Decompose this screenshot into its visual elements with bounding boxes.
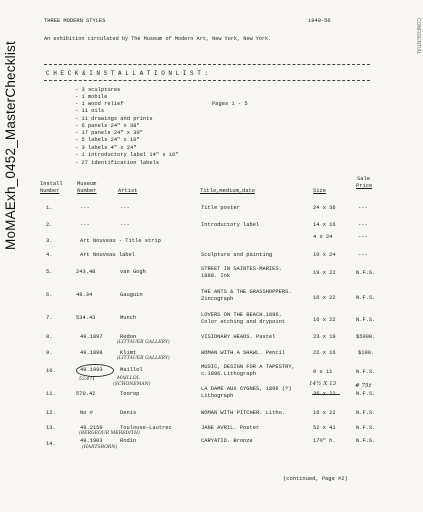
sale-price: --- — [358, 234, 368, 240]
title-line-1: LOVERS ON THE BEACH.1896. — [201, 312, 282, 318]
summary-item: - 11 drawings and prints — [75, 116, 153, 122]
artist: Art Nouveau label — [80, 252, 135, 258]
col-artist: Artist — [118, 188, 138, 194]
size: 23 x 19 — [313, 334, 336, 340]
row-number: 2. — [46, 222, 53, 228]
artist: Rodin — [120, 438, 137, 444]
check-list-heading: C H E C K & I N S T A L L A T I O N L I S T : — [46, 70, 209, 77]
museum-number: 49.1898 — [80, 350, 103, 356]
summary-item: - 3 sculptures — [75, 87, 121, 93]
size: 36 x 22 — [313, 391, 336, 397]
size: 52 x 41 — [313, 425, 336, 431]
sale-price: $5000. — [356, 334, 376, 340]
col-sale-2: Price — [356, 183, 373, 189]
exhibition-title: THREE MODERN STYLES — [44, 18, 106, 24]
row-number: 11. — [46, 391, 56, 397]
col-install-1: Install — [40, 181, 63, 187]
summary-item: - 1 mobile — [75, 94, 108, 100]
divider-heading — [44, 80, 370, 81]
artist: Denis — [120, 410, 137, 416]
title: JANE AVRIL. Poster — [201, 425, 260, 431]
annotation-maillol-note: (SCHONEMAN) — [113, 382, 151, 387]
artist: --- — [120, 222, 130, 228]
title-line-2: Color etching and drypoint — [201, 319, 286, 325]
artist: Redon — [120, 334, 137, 340]
row-number: 10. — [46, 368, 56, 374]
museum-number: 534.43 — [76, 315, 96, 321]
museum-number: --- — [80, 222, 90, 228]
row-number: 9. — [46, 350, 53, 356]
size: 16 x 22 — [313, 295, 336, 301]
col-size: Size — [313, 188, 326, 194]
annotation-lautrec: (BERGEOUR MEREDITH) — [79, 431, 140, 436]
title: Introductory label — [201, 222, 260, 228]
row-number: 5. — [46, 269, 53, 275]
summary-item: - 5 labels 24" x 10" — [75, 137, 140, 143]
size: 14 x 16 — [313, 222, 336, 228]
annotation-toorop-size: 14½ X 13 — [309, 381, 337, 387]
row-number: 13. — [46, 425, 56, 431]
exhibition-subtitle: An exhibition circulated by The Museum of Modern Art, New York, New York. — [44, 36, 272, 42]
museum-number: 48.34 — [76, 292, 93, 298]
size: 9 x 11 — [313, 369, 333, 375]
title-line-2: Lithograph — [201, 393, 234, 399]
summary-item: - 27 identification labels — [75, 160, 160, 166]
summary-item: - 6 panels 24" x 38" — [75, 123, 140, 129]
sale-price: $100. — [358, 350, 375, 356]
summary-item: - 11 oils — [75, 108, 105, 114]
artist: van Gogh — [120, 269, 146, 275]
title-line-1: STREET IN SAINTES-MARIES. — [201, 266, 282, 272]
title-line-1: MUSIC, DESIGN FOR A TAPESTRY, — [201, 364, 295, 370]
right-stamp: CONFIDENTIAL — [415, 18, 421, 55]
annotation-redon: (LITTAUER GALLERY) — [117, 340, 170, 345]
summary-item: - 1 introductory label 14" x 16" — [75, 152, 179, 158]
summary-item: - 1 wood relief — [75, 101, 124, 107]
museum-number: No # — [80, 410, 93, 416]
museum-number: 49.1903 — [80, 438, 103, 444]
artist: Gauguin — [120, 292, 143, 298]
sale-price: N.F.S. — [356, 425, 376, 431]
title: WOMAN WITH A SHAWL. Pencil — [201, 350, 286, 356]
sale-price: --- — [358, 205, 368, 211]
artist: Toorop — [120, 391, 140, 397]
title: WOMAN WITH PITCHER. Litho. — [201, 410, 286, 416]
size: 16 x 22 — [313, 410, 336, 416]
annotation-rodin: (HARTSBORN) — [82, 445, 118, 450]
title-line-2: 1888. Ink — [201, 273, 231, 279]
title-line-1: LA DAME AUX CYGNES, 1896 (?) — [201, 386, 292, 392]
exhibition-years: 1949-56 — [308, 18, 331, 24]
size: 16 x 22 — [313, 317, 336, 323]
sale-price: N.F.S. — [356, 270, 376, 276]
sale-price: N.F.S. — [356, 295, 376, 301]
size: 17½" h. — [313, 438, 336, 444]
artist: Klimt — [120, 350, 137, 356]
row-number: 14. — [46, 441, 56, 447]
divider-top — [44, 64, 370, 65]
sale-price: --- — [358, 252, 368, 258]
continued-note: (continued, Page #2) — [283, 476, 348, 482]
title: CARYATID. Bronze — [201, 438, 253, 444]
artist: Toulouse-Lautrec — [120, 425, 172, 431]
sale-price: N.F.S. — [356, 438, 376, 444]
size: 10 x 24 — [313, 252, 336, 258]
title: Sculpture and painting — [201, 252, 273, 258]
row-number: 4. — [46, 252, 53, 258]
col-museum-2: Number — [77, 188, 97, 194]
sale-price: N.F.S. — [356, 391, 376, 397]
museum-number: 49.1993 — [80, 367, 103, 373]
museum-number: 49.2150 — [80, 425, 103, 431]
col-install-2: Number — [40, 188, 60, 194]
size: 4 x 24 — [313, 234, 333, 240]
annotation-maillol-name: MAILLOL — [117, 376, 140, 381]
title: VISIONARY HEADS. Pastel — [201, 334, 276, 340]
row-number: 1. — [46, 205, 53, 211]
artist: Maillol — [120, 367, 143, 373]
col-museum-1: Museum — [77, 181, 97, 187]
museum-number: 49.1897 — [80, 334, 103, 340]
artist: Art Nouveau - Title strip — [80, 238, 161, 244]
annotation-toorop-price: # 75‡ — [355, 383, 372, 389]
sale-price: N.F.S. — [356, 317, 376, 323]
sale-price: N.F.S. — [356, 410, 376, 416]
row-number: 12. — [46, 410, 56, 416]
artist: Munch — [120, 315, 137, 321]
museum-number: --- — [80, 205, 90, 211]
size: 22 x 16 — [313, 350, 336, 356]
size: 24 x 36 — [313, 205, 336, 211]
size: 19 x 22 — [313, 270, 336, 276]
annotation-maillol-num: 53.471 — [79, 377, 96, 382]
artist: --- — [120, 205, 130, 211]
side-label: MoMAExh_0452_MasterChecklist — [3, 41, 18, 250]
museum-number: 570.42 — [76, 391, 96, 397]
row-number: 6. — [46, 292, 53, 298]
summary-item: - 17 panels 24" x 30" — [75, 130, 143, 136]
title-line-1: THE ANTS & THE GRASSHOPPERS. — [201, 289, 292, 295]
col-title: Title,medium,date — [200, 188, 255, 194]
museum-number: 243.48 — [76, 269, 96, 275]
sale-price: --- — [358, 222, 368, 228]
row-number: 8. — [46, 334, 53, 340]
summary-item: - 3 labels 4" x 24" — [75, 145, 137, 151]
title-line-2: c.1896.Lithograph — [201, 371, 256, 377]
row-number: 7. — [46, 315, 53, 321]
title-line-2: Zincograph — [201, 296, 234, 302]
title: Title poster — [201, 205, 240, 211]
sale-price: N.F.S. — [356, 369, 376, 375]
pages-range: Pages 1 - 5 — [212, 101, 248, 107]
col-sale-1: Sale — [357, 176, 370, 182]
annotation-klimt: (LITTAUER GALLERY) — [117, 356, 170, 361]
row-number: 3. — [46, 238, 53, 244]
